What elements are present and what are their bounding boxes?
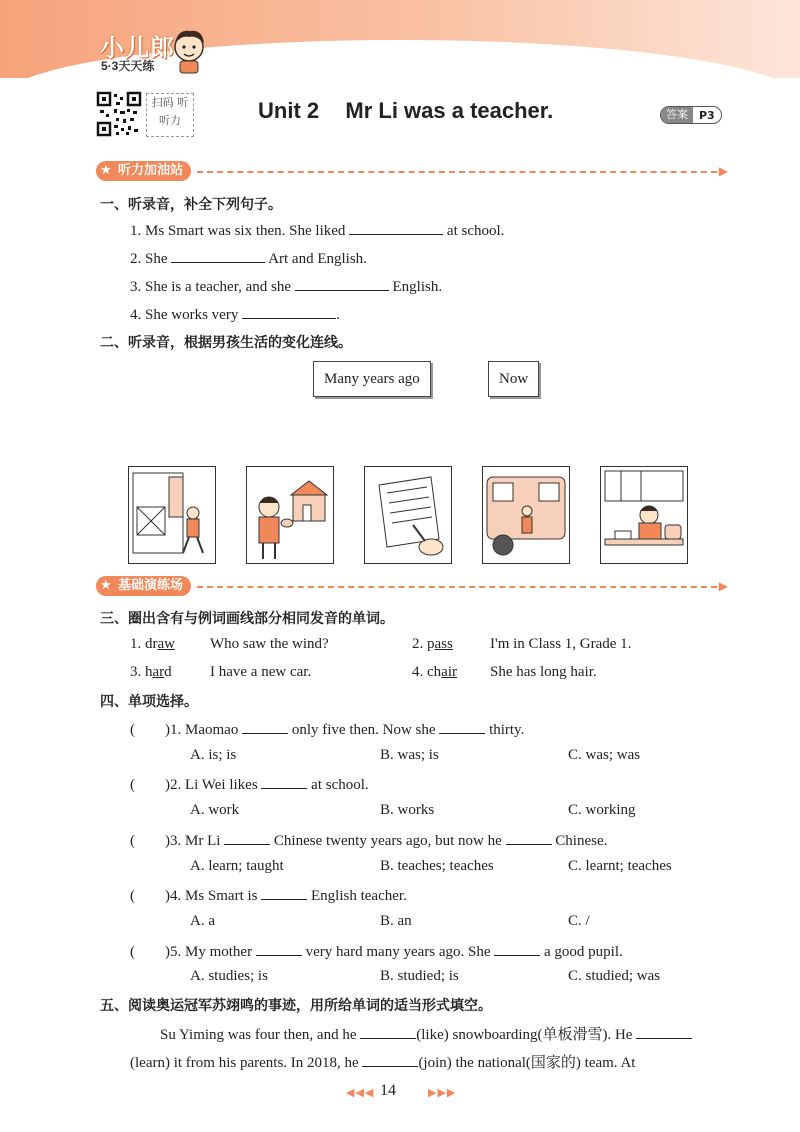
option-c[interactable]: C. studied; was <box>568 968 661 984</box>
page-number: 14 <box>380 1082 396 1099</box>
section-divider <box>197 586 717 588</box>
answer-blank[interactable] <box>636 1024 692 1039</box>
answer-blank[interactable] <box>494 941 540 956</box>
answer-blank[interactable] <box>224 830 270 845</box>
answer-paren[interactable]: ( <box>130 833 135 849</box>
item-number: 3. <box>130 664 142 680</box>
brand-logo: 小儿郎 <box>100 35 175 62</box>
answer-blank[interactable] <box>360 1024 416 1039</box>
passage-text: (like) snowboarding(单板滑雪). He <box>416 1027 633 1043</box>
q5-line-1 <box>160 1023 692 1044</box>
q1-item-2 <box>130 248 367 268</box>
answer-label: 答案 <box>661 107 693 123</box>
answer-blank[interactable] <box>256 941 302 956</box>
passage-text: (learn) it from his parents. In 2018, he <box>130 1055 359 1071</box>
answer-paren[interactable]: ( <box>130 888 135 904</box>
q3-item-2-word[interactable] <box>412 636 453 653</box>
option-b[interactable]: B. was; is <box>380 747 439 763</box>
stem-text: Chinese twenty years ago, but now he <box>273 833 502 849</box>
option-a[interactable]: A. work <box>190 802 240 818</box>
mascot-icon <box>168 25 210 75</box>
page-title <box>258 98 553 124</box>
answer-blank[interactable] <box>439 719 485 734</box>
option-a[interactable]: A. a <box>190 913 215 929</box>
q4-item-5 <box>130 941 623 961</box>
stem-text: Li Wei likes <box>185 777 258 793</box>
left-arrows-icon: ◀◀◀ <box>346 1087 375 1099</box>
stem-text: Maomao <box>185 722 239 738</box>
word-part: dr <box>145 636 158 652</box>
word-part: ch <box>427 664 442 680</box>
option-b[interactable]: B. studied; is <box>380 968 459 984</box>
answer-paren[interactable]: ( <box>130 722 135 738</box>
q3-item-4-word[interactable] <box>412 664 457 681</box>
answer-blank[interactable] <box>261 774 307 789</box>
box-now[interactable]: Now <box>488 361 539 397</box>
stem-text: at school. <box>311 777 369 793</box>
item-number: 2. <box>130 251 142 267</box>
option-c[interactable]: C. working <box>568 802 636 818</box>
item-text: Ms Smart was six then. She liked <box>145 223 346 239</box>
answer-blank[interactable] <box>242 719 288 734</box>
box-many-years-ago[interactable]: Many years ago <box>313 361 431 397</box>
item-number: )4. <box>165 888 182 904</box>
arrow-right-icon: ▶ <box>718 578 728 593</box>
section-title-basic: ★ 基础演练场 <box>96 576 191 596</box>
option-b[interactable]: B. an <box>380 913 412 929</box>
question-4-heading: 四、单项选择。 <box>100 694 198 710</box>
word-part: d <box>164 664 172 680</box>
picture-school-gate[interactable] <box>128 466 216 564</box>
answer-blank[interactable] <box>349 220 443 235</box>
passage-text: Su Yiming was four then, and he <box>160 1027 357 1043</box>
q3-item-3-sentence[interactable]: I have a new car. <box>210 664 312 680</box>
item-text: Art and English. <box>268 251 367 267</box>
item-text: at school. <box>446 223 505 239</box>
stem-text: a good pupil. <box>544 944 623 960</box>
q4-item-3 <box>130 830 607 850</box>
underlined-part: air <box>441 664 457 680</box>
picture-writing-paper[interactable] <box>364 466 452 564</box>
item-number: )3. <box>165 833 182 849</box>
question-5-heading: 五、阅读奥运冠军苏翊鸣的事迹，用所给单词的适当形式填空。 <box>100 998 492 1014</box>
scan-to-listen-label: 扫码 听听力 <box>146 93 194 137</box>
item-number: 4. <box>130 307 142 323</box>
unit-label: Unit 2 <box>258 98 320 123</box>
stem-text: Mr Li <box>185 833 221 849</box>
answer-paren[interactable]: ( <box>130 944 135 960</box>
item-text: English. <box>392 279 443 295</box>
underlined-part: ass <box>434 636 453 652</box>
item-text: She <box>145 251 168 267</box>
option-a[interactable]: A. is; is <box>190 747 237 763</box>
stem-text: only five then. Now she <box>291 722 436 738</box>
word-part: h <box>145 664 153 680</box>
passage-text: (join) the national(国家的) team. At <box>418 1055 636 1071</box>
stem-text: thirty. <box>489 722 525 738</box>
picture-boy-house[interactable] <box>246 466 334 564</box>
item-number: )2. <box>165 777 182 793</box>
question-3-heading: 三、圈出含有与例词画线部分相同发音的单词。 <box>100 611 394 627</box>
section-divider <box>197 171 717 173</box>
qr-code-icon[interactable] <box>96 91 142 137</box>
right-arrows-icon: ▶▶▶ <box>428 1087 457 1099</box>
item-number: 4. <box>412 664 424 680</box>
underlined-part: ar <box>152 664 165 680</box>
q4-item-4 <box>130 885 407 905</box>
brand-subtitle: 5·3天天练 <box>101 59 155 73</box>
answer-blank[interactable] <box>171 248 265 263</box>
q1-item-1 <box>130 220 504 240</box>
q5-line-2 <box>130 1051 635 1072</box>
option-b[interactable]: B. works <box>380 802 435 818</box>
unit-title: Mr Li was a teacher. <box>345 98 554 123</box>
answer-blank[interactable] <box>261 885 307 900</box>
answer-page-badge <box>660 106 722 124</box>
q3-item-3-word[interactable] <box>130 664 172 681</box>
q1-item-4 <box>130 304 340 324</box>
answer-blank[interactable] <box>295 276 389 291</box>
item-number: )1. <box>165 722 182 738</box>
q3-item-2-sentence[interactable]: I'm in Class 1, Grade 1. <box>490 636 632 652</box>
answer-page: P3 <box>699 108 715 122</box>
underlined-part: aw <box>157 636 175 652</box>
answer-blank[interactable] <box>242 304 336 319</box>
stem-text: English teacher. <box>311 888 407 904</box>
word-part: p <box>427 636 435 652</box>
q3-item-4-sentence[interactable]: She has long hair. <box>490 664 597 680</box>
option-c[interactable]: C. was; was <box>568 747 641 763</box>
section-title-listening: ★ 听力加油站 <box>96 161 191 181</box>
item-number: 1. <box>130 636 142 652</box>
item-text: . <box>336 307 340 323</box>
arrow-right-icon: ▶ <box>718 163 728 178</box>
picture-boy-studying[interactable] <box>600 466 688 564</box>
item-number: 3. <box>130 279 142 295</box>
stem-text: Chinese. <box>555 833 608 849</box>
stem-text: Ms Smart is <box>185 888 258 904</box>
option-c[interactable]: C. learnt; teaches <box>568 858 672 874</box>
question-2-heading: 二、听录音，根据男孩生活的变化连线。 <box>100 335 352 351</box>
answer-paren[interactable]: ( <box>130 777 135 793</box>
answer-blank[interactable] <box>506 830 552 845</box>
answer-blank[interactable] <box>362 1052 418 1067</box>
item-number: 2. <box>412 636 424 652</box>
q3-item-1-sentence[interactable]: Who saw the wind? <box>210 636 329 652</box>
q3-item-1-word[interactable] <box>130 636 175 653</box>
picture-bus[interactable] <box>482 466 570 564</box>
option-c[interactable]: C. / <box>568 913 590 929</box>
q4-item-1 <box>130 719 524 739</box>
option-b[interactable]: B. teaches; teaches <box>380 858 494 874</box>
q1-item-3 <box>130 276 442 296</box>
section-banner-basic <box>96 576 728 596</box>
item-text: She is a teacher, and she <box>145 279 292 295</box>
stem-text: very hard many years ago. She <box>305 944 491 960</box>
item-number: 1. <box>130 223 142 239</box>
option-a[interactable]: A. studies; is <box>190 968 268 984</box>
question-1-heading: 一、听录音，补全下列句子。 <box>100 197 282 213</box>
section-banner-listening <box>96 161 728 181</box>
item-text: She works very <box>145 307 239 323</box>
option-a[interactable]: A. learn; taught <box>190 858 284 874</box>
stem-text: My mother <box>185 944 253 960</box>
q4-item-2 <box>130 774 369 794</box>
item-number: )5. <box>165 944 182 960</box>
